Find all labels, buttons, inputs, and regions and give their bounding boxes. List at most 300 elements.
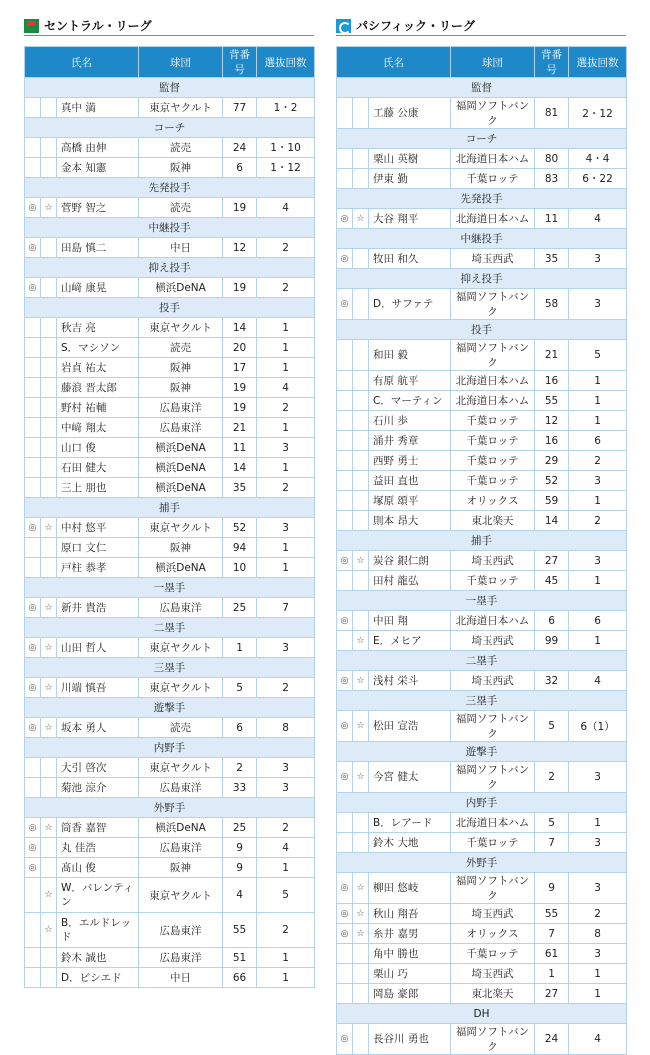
player-team: 北海道日本ハム [451, 391, 535, 411]
selection-count: 6 [569, 431, 627, 451]
category-row [25, 118, 315, 138]
fan-vote-mark-icon [337, 451, 353, 471]
player-number: 19 [223, 198, 257, 218]
fan-vote-mark-icon: ◎ [25, 598, 41, 618]
category-label: 外野手 [25, 798, 315, 818]
column-header-name: 氏名 [337, 47, 451, 78]
player-number: 14 [223, 318, 257, 338]
player-name: 西野 勇士 [369, 451, 451, 471]
table-row [25, 418, 315, 438]
player-name: 山口 俊 [57, 438, 139, 458]
selection-count: 1 [257, 418, 315, 438]
selection-count: 4 [257, 378, 315, 398]
first-selection-star-icon [41, 138, 57, 158]
player-team: 北海道日本ハム [451, 149, 535, 169]
fan-vote-mark-icon [337, 631, 353, 651]
first-selection-star-icon [353, 391, 369, 411]
first-selection-star-icon [41, 318, 57, 338]
category-row [25, 178, 315, 198]
first-selection-star-icon [353, 169, 369, 189]
player-number: 35 [535, 249, 569, 269]
table-row [25, 758, 315, 778]
player-team: 広島東洋 [139, 418, 223, 438]
player-team: 広島東洋 [139, 913, 223, 948]
first-selection-star-icon: ☆ [41, 198, 57, 218]
selection-count: 4 [569, 671, 627, 691]
table-row [337, 431, 627, 451]
first-selection-star-icon: ☆ [41, 678, 57, 698]
first-selection-star-icon [353, 611, 369, 631]
player-name: 秋山 翔吾 [369, 904, 451, 924]
table-row [25, 358, 315, 378]
player-name: 田村 龍弘 [369, 571, 451, 591]
player-name: 石田 健大 [57, 458, 139, 478]
column-header-count: 選抜回数 [569, 47, 627, 78]
table-row [25, 948, 315, 968]
player-number: 6 [223, 718, 257, 738]
first-selection-star-icon [353, 431, 369, 451]
league-header [336, 16, 626, 36]
player-team: 埼玉西武 [451, 671, 535, 691]
player-name: 伊東 勤 [369, 169, 451, 189]
fan-vote-mark-icon: ◎ [337, 551, 353, 571]
first-selection-star-icon: ☆ [353, 209, 369, 229]
category-label: 捕手 [25, 498, 315, 518]
column-header-team: 球団 [139, 47, 223, 78]
category-label: 外野手 [337, 853, 627, 873]
player-number: 21 [223, 418, 257, 438]
selection-count: 1 [569, 411, 627, 431]
player-name: 川端 慎吾 [57, 678, 139, 698]
first-selection-star-icon [41, 558, 57, 578]
table-row [25, 778, 315, 798]
column-header-count: 選抜回数 [257, 47, 315, 78]
selection-count: 3 [569, 471, 627, 491]
player-name: 有原 航平 [369, 371, 451, 391]
player-number: 55 [535, 391, 569, 411]
table-row [25, 398, 315, 418]
column-header-number: 背番号 [535, 47, 569, 78]
player-name: 柳田 悠岐 [369, 873, 451, 904]
category-row [337, 189, 627, 209]
fan-vote-mark-icon [337, 98, 353, 129]
player-name: C．マーティン [369, 391, 451, 411]
player-number: 7 [535, 833, 569, 853]
category-row [337, 269, 627, 289]
table-row [337, 904, 627, 924]
first-selection-star-icon: ☆ [353, 671, 369, 691]
first-selection-star-icon [41, 538, 57, 558]
fan-vote-mark-icon [337, 511, 353, 531]
fan-vote-mark-icon [337, 169, 353, 189]
first-selection-star-icon: ☆ [41, 913, 57, 948]
player-team: 東京ヤクルト [139, 318, 223, 338]
player-team: 横浜DeNA [139, 818, 223, 838]
fan-vote-mark-icon: ◎ [25, 718, 41, 738]
fan-vote-mark-icon [25, 948, 41, 968]
first-selection-star-icon [353, 411, 369, 431]
selection-count: 2 [257, 818, 315, 838]
first-selection-star-icon [41, 458, 57, 478]
first-selection-star-icon [353, 833, 369, 853]
player-name: 原口 文仁 [57, 538, 139, 558]
selection-count: 1・2 [257, 98, 315, 118]
table-row [25, 718, 315, 738]
fan-vote-mark-icon [337, 833, 353, 853]
player-team: 千葉ロッテ [451, 431, 535, 451]
fan-vote-mark-icon [337, 813, 353, 833]
category-row [337, 651, 627, 671]
selection-count: 2 [257, 398, 315, 418]
fan-vote-mark-icon: ◎ [337, 711, 353, 742]
selection-count: 2・12 [569, 98, 627, 129]
category-label: 投手 [25, 298, 315, 318]
first-selection-star-icon: ☆ [353, 904, 369, 924]
fan-vote-mark-icon [25, 418, 41, 438]
player-team: 福岡ソフトバンク [451, 762, 535, 793]
table-row [337, 471, 627, 491]
fan-vote-mark-icon: ◎ [337, 1024, 353, 1055]
first-selection-star-icon [353, 491, 369, 511]
table-row [25, 598, 315, 618]
table-row [337, 833, 627, 853]
selection-count: 1 [569, 964, 627, 984]
category-label: 投手 [337, 320, 627, 340]
category-row [337, 793, 627, 813]
column-header-name: 氏名 [25, 47, 139, 78]
player-team: 読売 [139, 718, 223, 738]
player-name: 岩貞 祐太 [57, 358, 139, 378]
player-team: 福岡ソフトバンク [451, 873, 535, 904]
category-row [337, 531, 627, 551]
table-row [337, 611, 627, 631]
table-row [25, 878, 315, 913]
table-row [337, 873, 627, 904]
table-row [337, 571, 627, 591]
selection-count: 1 [569, 813, 627, 833]
player-name: 糸井 嘉男 [369, 924, 451, 944]
player-number: 27 [535, 984, 569, 1004]
table-row [25, 458, 315, 478]
player-team: 福岡ソフトバンク [451, 289, 535, 320]
table-row [25, 98, 315, 118]
category-label: 中継投手 [25, 218, 315, 238]
player-name: 真中 満 [57, 98, 139, 118]
player-team: 千葉ロッテ [451, 833, 535, 853]
player-name: 工藤 公康 [369, 98, 451, 129]
first-selection-star-icon: ☆ [41, 878, 57, 913]
player-team: 東京ヤクルト [139, 758, 223, 778]
player-number: 94 [223, 538, 257, 558]
player-number: 33 [223, 778, 257, 798]
player-team: 阪神 [139, 158, 223, 178]
player-number: 5 [535, 711, 569, 742]
fan-vote-mark-icon [337, 371, 353, 391]
player-number: 25 [223, 818, 257, 838]
player-number: 61 [535, 944, 569, 964]
fan-vote-mark-icon [25, 478, 41, 498]
pacific-league-panel [336, 16, 626, 1055]
player-number: 21 [535, 340, 569, 371]
selection-count: 3 [257, 778, 315, 798]
first-selection-star-icon [353, 451, 369, 471]
fan-vote-mark-icon [25, 968, 41, 988]
player-number: 14 [535, 511, 569, 531]
first-selection-star-icon [41, 358, 57, 378]
first-selection-star-icon [353, 471, 369, 491]
selection-count: 2 [569, 904, 627, 924]
category-label: DH [337, 1004, 627, 1024]
player-name: 益田 直也 [369, 471, 451, 491]
player-number: 25 [223, 598, 257, 618]
player-team: 東北楽天 [451, 984, 535, 1004]
player-number: 45 [535, 571, 569, 591]
player-name: 大谷 翔平 [369, 209, 451, 229]
player-number: 35 [223, 478, 257, 498]
roster-body [25, 78, 315, 988]
table-row [25, 438, 315, 458]
table-header-row [25, 47, 315, 78]
table-row [337, 340, 627, 371]
player-number: 16 [535, 431, 569, 451]
selection-count: 4 [569, 209, 627, 229]
player-team: 福岡ソフトバンク [451, 340, 535, 371]
selection-count: 1 [569, 631, 627, 651]
table-row [25, 478, 315, 498]
selection-count: 3 [569, 249, 627, 269]
category-label: 内野手 [25, 738, 315, 758]
selection-count: 1・12 [257, 158, 315, 178]
player-team: 福岡ソフトバンク [451, 98, 535, 129]
player-team: 広島東洋 [139, 778, 223, 798]
player-number: 9 [535, 873, 569, 904]
player-number: 2 [535, 762, 569, 793]
table-row [25, 818, 315, 838]
player-team: 広島東洋 [139, 398, 223, 418]
player-name: 新井 貴浩 [57, 598, 139, 618]
selection-count: 5 [569, 340, 627, 371]
player-name: 炭谷 銀仁朗 [369, 551, 451, 571]
first-selection-star-icon: ☆ [353, 551, 369, 571]
selection-count: 1 [569, 371, 627, 391]
player-number: 77 [223, 98, 257, 118]
fan-vote-mark-icon: ◎ [25, 638, 41, 658]
player-number: 27 [535, 551, 569, 571]
selection-count: 1 [569, 571, 627, 591]
player-name: 鈴木 誠也 [57, 948, 139, 968]
player-team: 横浜DeNA [139, 278, 223, 298]
category-row [337, 853, 627, 873]
player-number: 5 [535, 813, 569, 833]
category-label: 二塁手 [25, 618, 315, 638]
player-name: 長谷川 勇也 [369, 1024, 451, 1055]
first-selection-star-icon: ☆ [353, 924, 369, 944]
player-number: 24 [535, 1024, 569, 1055]
category-row [337, 691, 627, 711]
fan-vote-mark-icon [25, 138, 41, 158]
player-name: 高橋 由伸 [57, 138, 139, 158]
selection-count: 1 [257, 458, 315, 478]
player-name: 涌井 秀章 [369, 431, 451, 451]
category-label: 監督 [25, 78, 315, 98]
category-label: 一塁手 [25, 578, 315, 598]
player-number: 99 [535, 631, 569, 651]
league-title: パシフィック・リーグ [356, 19, 476, 33]
selection-count: 3 [569, 833, 627, 853]
first-selection-star-icon [41, 338, 57, 358]
fan-vote-mark-icon: ◎ [337, 611, 353, 631]
player-team: 阪神 [139, 378, 223, 398]
category-label: 監督 [337, 78, 627, 98]
first-selection-star-icon [41, 158, 57, 178]
first-selection-star-icon [353, 984, 369, 1004]
table-row [337, 984, 627, 1004]
selection-count: 4・4 [569, 149, 627, 169]
fan-vote-mark-icon [25, 778, 41, 798]
table-row [25, 538, 315, 558]
table-row [337, 511, 627, 531]
player-number: 80 [535, 149, 569, 169]
category-row [337, 591, 627, 611]
category-row [25, 218, 315, 238]
player-number: 11 [223, 438, 257, 458]
selection-count: 3 [257, 758, 315, 778]
player-name: 大引 啓次 [57, 758, 139, 778]
table-row [337, 209, 627, 229]
player-team: 広島東洋 [139, 948, 223, 968]
first-selection-star-icon [353, 511, 369, 531]
player-name: 石川 歩 [369, 411, 451, 431]
selection-count: 4 [569, 1024, 627, 1055]
player-number: 81 [535, 98, 569, 129]
first-selection-star-icon [41, 438, 57, 458]
player-team: 読売 [139, 338, 223, 358]
category-label: 遊撃手 [25, 698, 315, 718]
player-number: 12 [223, 238, 257, 258]
player-number: 52 [223, 518, 257, 538]
fan-vote-mark-icon: ◎ [25, 278, 41, 298]
category-row [25, 698, 315, 718]
player-name: 松田 宣浩 [369, 711, 451, 742]
player-team: オリックス [451, 924, 535, 944]
category-label: 抑え投手 [25, 258, 315, 278]
table-row [25, 278, 315, 298]
player-team: 東京ヤクルト [139, 518, 223, 538]
player-team: 埼玉西武 [451, 631, 535, 651]
player-team: 横浜DeNA [139, 478, 223, 498]
player-number: 32 [535, 671, 569, 691]
selection-count: 6・22 [569, 169, 627, 189]
selection-count: 3 [257, 638, 315, 658]
first-selection-star-icon [41, 378, 57, 398]
selection-count: 1 [257, 968, 315, 988]
selection-count: 3 [569, 873, 627, 904]
selection-count: 1 [257, 858, 315, 878]
player-team: 阪神 [139, 358, 223, 378]
player-name: 今宮 健太 [369, 762, 451, 793]
category-row [25, 618, 315, 638]
selection-count: 3 [257, 518, 315, 538]
fan-vote-mark-icon [337, 944, 353, 964]
player-team: 千葉ロッテ [451, 571, 535, 591]
fan-vote-mark-icon [25, 378, 41, 398]
first-selection-star-icon: ☆ [353, 762, 369, 793]
table-row [25, 318, 315, 338]
fan-vote-mark-icon: ◎ [337, 289, 353, 320]
selection-count: 1 [569, 491, 627, 511]
fan-vote-mark-icon [337, 964, 353, 984]
fan-vote-mark-icon: ◎ [25, 518, 41, 538]
table-row [337, 762, 627, 793]
player-name: W．バレンティン [57, 878, 139, 913]
player-number: 2 [223, 758, 257, 778]
first-selection-star-icon: ☆ [353, 711, 369, 742]
selection-count: 1 [257, 318, 315, 338]
player-name: D．サファテ [369, 289, 451, 320]
category-row [25, 298, 315, 318]
player-team: 千葉ロッテ [451, 944, 535, 964]
player-number: 9 [223, 858, 257, 878]
table-row [25, 198, 315, 218]
player-number: 7 [535, 924, 569, 944]
category-row [25, 798, 315, 818]
player-name: 浅村 栄斗 [369, 671, 451, 691]
selection-count: 4 [257, 198, 315, 218]
fan-vote-mark-icon: ◎ [25, 678, 41, 698]
roster-table [336, 46, 627, 1055]
player-number: 6 [535, 611, 569, 631]
category-label: 三塁手 [25, 658, 315, 678]
selection-count: 1 [257, 338, 315, 358]
player-number: 51 [223, 948, 257, 968]
table-row [337, 551, 627, 571]
fan-vote-mark-icon [25, 758, 41, 778]
table-row [337, 249, 627, 269]
table-row [337, 411, 627, 431]
player-name: 中﨑 翔太 [57, 418, 139, 438]
fan-vote-mark-icon: ◎ [25, 818, 41, 838]
first-selection-star-icon [353, 149, 369, 169]
player-number: 19 [223, 278, 257, 298]
table-row [337, 1024, 627, 1055]
first-selection-star-icon [353, 289, 369, 320]
selection-count: 3 [569, 762, 627, 793]
player-team: 読売 [139, 198, 223, 218]
fan-vote-mark-icon [337, 411, 353, 431]
player-team: 千葉ロッテ [451, 169, 535, 189]
fan-vote-mark-icon [337, 149, 353, 169]
fan-vote-mark-icon [337, 471, 353, 491]
table-row [337, 391, 627, 411]
first-selection-star-icon [353, 1024, 369, 1055]
first-selection-star-icon [41, 968, 57, 988]
first-selection-star-icon [353, 571, 369, 591]
fan-vote-mark-icon [25, 318, 41, 338]
selection-count: 1 [257, 538, 315, 558]
category-label: 内野手 [337, 793, 627, 813]
category-row [337, 320, 627, 340]
player-team: 広島東洋 [139, 838, 223, 858]
player-team: 中日 [139, 238, 223, 258]
selection-count: 1 [257, 358, 315, 378]
selection-count: 2 [569, 451, 627, 471]
player-number: 12 [535, 411, 569, 431]
category-label: 抑え投手 [337, 269, 627, 289]
first-selection-star-icon [353, 813, 369, 833]
player-name: D．ビシエド [57, 968, 139, 988]
player-number: 10 [223, 558, 257, 578]
player-name: 野村 祐輔 [57, 398, 139, 418]
